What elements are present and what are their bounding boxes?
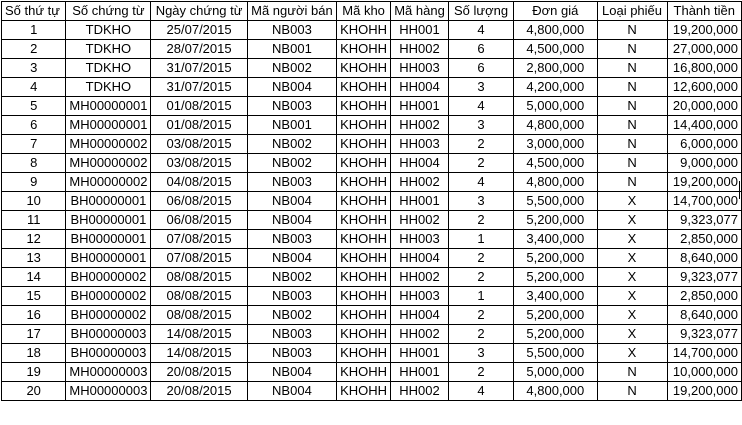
cell-ma-kho[interactable]: KHOHH xyxy=(337,59,391,78)
table-row xyxy=(2,344,742,363)
cell-so-luong[interactable]: 2 xyxy=(448,363,513,382)
cell-so-chung-tu[interactable]: TDKHO xyxy=(66,78,151,97)
cell-loai-phieu[interactable]: X xyxy=(597,249,667,268)
cell-ma-hang[interactable]: HH004 xyxy=(391,249,449,268)
cell-stt[interactable]: 19 xyxy=(2,363,66,382)
cell-loai-phieu[interactable]: N xyxy=(597,59,667,78)
cell-thanh-tien[interactable]: 9,323,077 xyxy=(667,325,742,344)
cell-ma-kho[interactable]: KHOHH xyxy=(337,173,391,192)
cell-ngay-chung-tu[interactable]: 07/08/2015 xyxy=(151,230,247,249)
cell-don-gia[interactable]: 5,200,000 xyxy=(514,306,597,325)
cell-ngay-chung-tu[interactable]: 06/08/2015 xyxy=(151,211,247,230)
cell-thanh-tien[interactable]: 14,400,000 xyxy=(667,116,742,135)
cell-ma-kho[interactable]: KHOHH xyxy=(337,249,391,268)
cell-thanh-tien[interactable]: 2,850,000 xyxy=(667,287,742,306)
cell-ngay-chung-tu[interactable]: 01/08/2015 xyxy=(151,97,247,116)
cell-ngay-chung-tu[interactable]: 08/08/2015 xyxy=(151,287,247,306)
cell-thanh-tien[interactable]: 2,850,000 xyxy=(667,230,742,249)
cell-don-gia[interactable]: 4,800,000 xyxy=(514,382,597,401)
cell-thanh-tien[interactable]: 8,640,000 xyxy=(667,249,742,268)
cell-ma-nguoi-ban[interactable]: NB002 xyxy=(247,135,336,154)
cell-ma-kho[interactable]: KHOHH xyxy=(337,287,391,306)
cell-so-luong[interactable]: 2 xyxy=(448,268,513,287)
header-ngay-chung-tu[interactable]: Ngày chứng từ xyxy=(151,2,247,21)
cell-loai-phieu[interactable]: X xyxy=(597,211,667,230)
cell-ma-nguoi-ban[interactable]: NB003 xyxy=(247,230,336,249)
cell-ma-nguoi-ban[interactable]: NB001 xyxy=(247,116,336,135)
cell-ma-kho[interactable]: KHOHH xyxy=(337,211,391,230)
cell-so-luong[interactable]: 2 xyxy=(448,325,513,344)
cell-so-chung-tu[interactable]: BH00000002 xyxy=(66,306,151,325)
cell-thanh-tien[interactable]: 14,700,000 xyxy=(667,192,742,211)
header-so-luong[interactable]: Số lượng xyxy=(448,2,513,21)
cell-so-luong[interactable]: 1 xyxy=(448,230,513,249)
cell-ma-nguoi-ban[interactable]: NB004 xyxy=(247,249,336,268)
cell-ma-nguoi-ban[interactable]: NB004 xyxy=(247,78,336,97)
cell-loai-phieu[interactable]: X xyxy=(597,230,667,249)
cell-thanh-tien[interactable]: 9,000,000 xyxy=(667,154,742,173)
cell-ma-hang[interactable]: HH002 xyxy=(391,325,449,344)
cell-ngay-chung-tu[interactable]: 08/08/2015 xyxy=(151,268,247,287)
cell-ma-hang[interactable]: HH002 xyxy=(391,173,449,192)
cell-so-luong[interactable]: 3 xyxy=(448,192,513,211)
cell-ma-kho[interactable]: KHOHH xyxy=(337,363,391,382)
cell-ma-kho[interactable]: KHOHH xyxy=(337,325,391,344)
cell-stt[interactable]: 16 xyxy=(2,306,66,325)
cell-stt[interactable]: 14 xyxy=(2,268,66,287)
cell-ma-nguoi-ban[interactable]: NB004 xyxy=(247,192,336,211)
cell-don-gia[interactable]: 5,200,000 xyxy=(514,211,597,230)
cell-cursor xyxy=(739,181,740,199)
cell-ma-nguoi-ban[interactable]: NB003 xyxy=(247,287,336,306)
cell-ngay-chung-tu[interactable]: 01/08/2015 xyxy=(151,116,247,135)
table-row xyxy=(2,192,742,211)
cell-stt[interactable]: 18 xyxy=(2,344,66,363)
cell-stt[interactable]: 5 xyxy=(2,97,66,116)
cell-thanh-tien[interactable]: 8,640,000 xyxy=(667,306,742,325)
cell-ma-kho[interactable]: KHOHH xyxy=(337,192,391,211)
cell-so-luong[interactable]: 6 xyxy=(448,40,513,59)
cell-ngay-chung-tu[interactable]: 08/08/2015 xyxy=(151,306,247,325)
cell-stt[interactable]: 13 xyxy=(2,249,66,268)
cell-ngay-chung-tu[interactable]: 03/08/2015 xyxy=(151,154,247,173)
cell-ma-nguoi-ban[interactable]: NB003 xyxy=(247,21,336,40)
cell-ma-hang[interactable]: HH003 xyxy=(391,135,449,154)
cell-thanh-tien[interactable]: 19,200,000 xyxy=(667,173,742,192)
cell-so-chung-tu[interactable]: BH00000003 xyxy=(66,325,151,344)
cell-don-gia[interactable]: 5,200,000 xyxy=(514,268,597,287)
cell-so-luong[interactable]: 4 xyxy=(448,382,513,401)
cell-don-gia[interactable]: 4,200,000 xyxy=(514,78,597,97)
cell-ngay-chung-tu[interactable]: 07/08/2015 xyxy=(151,249,247,268)
cell-ma-nguoi-ban[interactable]: NB002 xyxy=(247,268,336,287)
table-row xyxy=(2,97,742,116)
cell-ma-kho[interactable]: KHOHH xyxy=(337,40,391,59)
header-ma-hang[interactable]: Mã hàng xyxy=(391,2,449,21)
cell-stt[interactable]: 7 xyxy=(2,135,66,154)
cell-so-luong[interactable]: 4 xyxy=(448,97,513,116)
cell-loai-phieu[interactable]: N xyxy=(597,21,667,40)
cell-ma-nguoi-ban[interactable]: NB002 xyxy=(247,59,336,78)
table-row xyxy=(2,230,742,249)
header-don-gia[interactable]: Đơn giá xyxy=(514,2,597,21)
cell-ma-hang[interactable]: HH002 xyxy=(391,40,449,59)
cell-stt[interactable]: 17 xyxy=(2,325,66,344)
cell-so-luong[interactable]: 6 xyxy=(448,59,513,78)
cell-ma-kho[interactable]: KHOHH xyxy=(337,116,391,135)
cell-stt[interactable]: 8 xyxy=(2,154,66,173)
header-stt[interactable]: Số thứ tự xyxy=(2,2,66,21)
cell-don-gia[interactable]: 5,000,000 xyxy=(514,363,597,382)
cell-so-chung-tu[interactable]: MH00000002 xyxy=(66,135,151,154)
cell-don-gia[interactable]: 4,500,000 xyxy=(514,154,597,173)
cell-so-chung-tu[interactable]: BH00000002 xyxy=(66,268,151,287)
cell-ma-kho[interactable]: KHOHH xyxy=(337,21,391,40)
inventory-voucher-table xyxy=(1,1,742,401)
cell-thanh-tien[interactable]: 20,000,000 xyxy=(667,97,742,116)
cell-thanh-tien[interactable]: 10,000,000 xyxy=(667,363,742,382)
cell-don-gia[interactable]: 3,000,000 xyxy=(514,135,597,154)
cell-ma-nguoi-ban[interactable]: NB001 xyxy=(247,40,336,59)
table-row xyxy=(2,382,742,401)
cell-stt[interactable]: 3 xyxy=(2,59,66,78)
cell-thanh-tien[interactable]: 9,323,077 xyxy=(667,268,742,287)
cell-ngay-chung-tu[interactable]: 03/08/2015 xyxy=(151,135,247,154)
cell-ma-hang[interactable]: HH004 xyxy=(391,306,449,325)
cell-ma-hang[interactable]: HH004 xyxy=(391,78,449,97)
cell-ngay-chung-tu[interactable]: 06/08/2015 xyxy=(151,192,247,211)
cell-loai-phieu[interactable]: N xyxy=(597,97,667,116)
cell-ma-nguoi-ban[interactable]: NB004 xyxy=(247,382,336,401)
cell-so-luong[interactable]: 3 xyxy=(448,78,513,97)
cell-ma-kho[interactable]: KHOHH xyxy=(337,97,391,116)
cell-ma-nguoi-ban[interactable]: NB004 xyxy=(247,211,336,230)
cell-don-gia[interactable]: 5,200,000 xyxy=(514,249,597,268)
header-row xyxy=(2,2,742,21)
table-row xyxy=(2,363,742,382)
cell-loai-phieu[interactable]: X xyxy=(597,268,667,287)
cell-so-luong[interactable]: 1 xyxy=(448,287,513,306)
cell-so-chung-tu[interactable]: BH00000003 xyxy=(66,344,151,363)
cell-ma-hang[interactable]: HH003 xyxy=(391,287,449,306)
cell-thanh-tien[interactable]: 6,000,000 xyxy=(667,135,742,154)
cell-ngay-chung-tu[interactable]: 20/08/2015 xyxy=(151,382,247,401)
cell-don-gia[interactable]: 4,500,000 xyxy=(514,40,597,59)
cell-don-gia[interactable]: 4,800,000 xyxy=(514,173,597,192)
cell-loai-phieu[interactable]: N xyxy=(597,78,667,97)
cell-loai-phieu[interactable]: X xyxy=(597,287,667,306)
table-row xyxy=(2,78,742,97)
table-row xyxy=(2,116,742,135)
cell-don-gia[interactable]: 5,500,000 xyxy=(514,344,597,363)
cell-thanh-tien[interactable]: 9,323,077 xyxy=(667,211,742,230)
cell-ngay-chung-tu[interactable]: 28/07/2015 xyxy=(151,40,247,59)
cell-ma-nguoi-ban[interactable]: NB003 xyxy=(247,97,336,116)
cell-thanh-tien[interactable]: 16,800,000 xyxy=(667,59,742,78)
cell-ngay-chung-tu[interactable]: 14/08/2015 xyxy=(151,344,247,363)
cell-so-luong[interactable]: 2 xyxy=(448,306,513,325)
cell-loai-phieu[interactable]: N xyxy=(597,382,667,401)
cell-don-gia[interactable]: 5,200,000 xyxy=(514,325,597,344)
cell-so-chung-tu[interactable]: MH00000001 xyxy=(66,116,151,135)
cell-loai-phieu[interactable]: X xyxy=(597,306,667,325)
cell-stt[interactable]: 15 xyxy=(2,287,66,306)
cell-thanh-tien[interactable]: 19,200,000 xyxy=(667,21,742,40)
cell-stt[interactable]: 1 xyxy=(2,21,66,40)
cell-so-chung-tu[interactable]: TDKHO xyxy=(66,59,151,78)
cell-so-chung-tu[interactable]: BH00000001 xyxy=(66,211,151,230)
cell-ngay-chung-tu[interactable]: 31/07/2015 xyxy=(151,59,247,78)
cell-ngay-chung-tu[interactable]: 14/08/2015 xyxy=(151,325,247,344)
cell-so-chung-tu[interactable]: BH00000001 xyxy=(66,249,151,268)
table-row xyxy=(2,306,742,325)
table-row xyxy=(2,325,742,344)
cell-ma-kho[interactable]: KHOHH xyxy=(337,230,391,249)
table-row xyxy=(2,287,742,306)
cell-ma-kho[interactable]: KHOHH xyxy=(337,78,391,97)
cell-don-gia[interactable]: 5,000,000 xyxy=(514,97,597,116)
table-body xyxy=(2,21,742,401)
cell-ngay-chung-tu[interactable]: 25/07/2015 xyxy=(151,21,247,40)
cell-ngay-chung-tu[interactable]: 20/08/2015 xyxy=(151,363,247,382)
cell-stt[interactable]: 11 xyxy=(2,211,66,230)
cell-ngay-chung-tu[interactable]: 31/07/2015 xyxy=(151,78,247,97)
cell-so-chung-tu[interactable]: BH00000001 xyxy=(66,230,151,249)
cell-so-chung-tu[interactable]: BH00000001 xyxy=(66,192,151,211)
cell-so-luong[interactable]: 3 xyxy=(448,344,513,363)
cell-ma-hang[interactable]: HH002 xyxy=(391,382,449,401)
cell-so-chung-tu[interactable]: BH00000002 xyxy=(66,287,151,306)
cell-ma-kho[interactable]: KHOHH xyxy=(337,154,391,173)
cell-don-gia[interactable]: 4,800,000 xyxy=(514,116,597,135)
cell-ma-hang[interactable]: HH001 xyxy=(391,344,449,363)
cell-stt[interactable]: 12 xyxy=(2,230,66,249)
cell-loai-phieu[interactable]: X xyxy=(597,192,667,211)
cell-don-gia[interactable]: 4,800,000 xyxy=(514,21,597,40)
cell-so-chung-tu[interactable]: MH00000003 xyxy=(66,363,151,382)
cell-ma-nguoi-ban[interactable]: NB003 xyxy=(247,344,336,363)
table-row xyxy=(2,268,742,287)
table-row xyxy=(2,40,742,59)
cell-ma-hang[interactable]: HH002 xyxy=(391,268,449,287)
cell-so-chung-tu[interactable]: MH00000002 xyxy=(66,154,151,173)
cell-so-luong[interactable]: 4 xyxy=(448,21,513,40)
cell-so-chung-tu[interactable]: MH00000002 xyxy=(66,173,151,192)
cell-don-gia[interactable]: 5,500,000 xyxy=(514,192,597,211)
cell-ma-hang[interactable]: HH002 xyxy=(391,211,449,230)
cell-so-chung-tu[interactable]: MH00000003 xyxy=(66,382,151,401)
cell-ma-nguoi-ban[interactable]: NB003 xyxy=(247,325,336,344)
cell-ma-nguoi-ban[interactable]: NB004 xyxy=(247,363,336,382)
cell-so-luong[interactable]: 2 xyxy=(448,249,513,268)
cell-ma-kho[interactable]: KHOHH xyxy=(337,344,391,363)
cell-loai-phieu[interactable]: N xyxy=(597,363,667,382)
cell-loai-phieu[interactable]: N xyxy=(597,154,667,173)
cell-don-gia[interactable]: 3,400,000 xyxy=(514,230,597,249)
cell-ngay-chung-tu[interactable]: 04/08/2015 xyxy=(151,173,247,192)
cell-so-chung-tu[interactable]: TDKHO xyxy=(66,40,151,59)
cell-loai-phieu[interactable]: X xyxy=(597,325,667,344)
header-loai-phieu[interactable]: Loại phiếu xyxy=(597,2,667,21)
cell-so-chung-tu[interactable]: TDKHO xyxy=(66,21,151,40)
cell-ma-kho[interactable]: KHOHH xyxy=(337,382,391,401)
header-thanh-tien[interactable]: Thành tiền xyxy=(667,2,742,21)
cell-stt[interactable]: 20 xyxy=(2,382,66,401)
table-row xyxy=(2,154,742,173)
cell-ma-hang[interactable]: HH001 xyxy=(391,363,449,382)
cell-stt[interactable]: 4 xyxy=(2,78,66,97)
cell-so-luong[interactable]: 2 xyxy=(448,211,513,230)
cell-loai-phieu[interactable]: N xyxy=(597,135,667,154)
cell-loai-phieu[interactable]: N xyxy=(597,173,667,192)
cell-ma-nguoi-ban[interactable]: NB002 xyxy=(247,306,336,325)
table-row xyxy=(2,173,742,192)
header-ma-nguoi-ban[interactable]: Mã người bán xyxy=(247,2,336,21)
cell-don-gia[interactable]: 2,800,000 xyxy=(514,59,597,78)
cell-loai-phieu[interactable]: N xyxy=(597,116,667,135)
table-row xyxy=(2,249,742,268)
cell-ma-hang[interactable]: HH004 xyxy=(391,154,449,173)
cell-loai-phieu[interactable]: X xyxy=(597,344,667,363)
cell-thanh-tien[interactable]: 27,000,000 xyxy=(667,40,742,59)
cell-loai-phieu[interactable]: N xyxy=(597,40,667,59)
cell-stt[interactable]: 2 xyxy=(2,40,66,59)
cell-ma-hang[interactable]: HH003 xyxy=(391,230,449,249)
cell-thanh-tien[interactable]: 19,200,000 xyxy=(667,382,742,401)
cell-thanh-tien[interactable]: 12,600,000 xyxy=(667,78,742,97)
cell-so-luong[interactable]: 2 xyxy=(448,154,513,173)
table-row xyxy=(2,135,742,154)
table-row xyxy=(2,21,742,40)
cell-so-luong[interactable]: 3 xyxy=(448,116,513,135)
cell-ma-hang[interactable]: HH001 xyxy=(391,192,449,211)
cell-ma-nguoi-ban[interactable]: NB003 xyxy=(247,173,336,192)
table-row xyxy=(2,59,742,78)
table-row xyxy=(2,211,742,230)
cell-thanh-tien[interactable]: 14,700,000 xyxy=(667,344,742,363)
cell-ma-kho[interactable]: KHOHH xyxy=(337,135,391,154)
cell-so-luong[interactable]: 2 xyxy=(448,135,513,154)
cell-ma-nguoi-ban[interactable]: NB002 xyxy=(247,154,336,173)
cell-ma-hang[interactable]: HH001 xyxy=(391,21,449,40)
cell-so-chung-tu[interactable]: MH00000001 xyxy=(66,97,151,116)
cell-don-gia[interactable]: 3,400,000 xyxy=(514,287,597,306)
cell-stt[interactable]: 9 xyxy=(2,173,66,192)
cell-ma-kho[interactable]: KHOHH xyxy=(337,268,391,287)
cell-ma-kho[interactable]: KHOHH xyxy=(337,306,391,325)
cell-ma-hang[interactable]: HH001 xyxy=(391,97,449,116)
cell-ma-hang[interactable]: HH003 xyxy=(391,59,449,78)
cell-stt[interactable]: 6 xyxy=(2,116,66,135)
cell-stt[interactable]: 10 xyxy=(2,192,66,211)
header-so-chung-tu[interactable]: Số chứng từ xyxy=(66,2,151,21)
cell-so-luong[interactable]: 4 xyxy=(448,173,513,192)
header-ma-kho[interactable]: Mã kho xyxy=(337,2,391,21)
cell-ma-hang[interactable]: HH002 xyxy=(391,116,449,135)
